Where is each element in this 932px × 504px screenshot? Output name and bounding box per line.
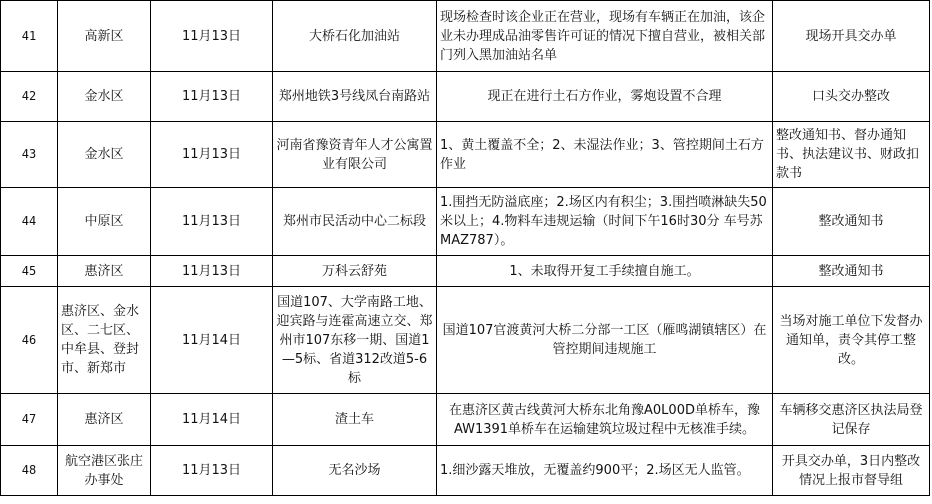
site-cell: 渣土车 xyxy=(273,394,437,446)
problem-cell: 现场检查时该企业正在营业，现场有车辆正在加油，该企业未办理成品油零售许可证的情况下擅自营业，被相关部门列入黑加油站名单 xyxy=(437,1,773,72)
district-cell: 金水区 xyxy=(58,122,151,188)
district-cell: 航空港区张庄办事处 xyxy=(58,446,151,496)
district-cell: 惠济区、金水区、二七区、中牟县、登封市、新郑市 xyxy=(58,287,151,394)
district-cell: 中原区 xyxy=(58,188,151,256)
problem-cell: 1.围挡无防溢底座；2.场区内有积尘；3.围挡喷淋缺失50米以上；4.物料车违规运输（时间下午16时30分 车号苏MAZ787）。 xyxy=(437,188,773,256)
problem-cell: 在惠济区黄古线黄河大桥东北角豫A0L00D单桥车，豫AW1391单桥车在运输建筑垃圾过程中无核准手续。 xyxy=(437,394,773,446)
site-cell: 郑州地铁3号线凤台南路站 xyxy=(273,72,437,122)
district-cell: 高新区 xyxy=(58,1,151,72)
row-number: 44 xyxy=(1,188,58,256)
table-row xyxy=(1,446,930,496)
problem-cell: 现正在进行土石方作业，雾炮设置不合理 xyxy=(437,72,773,122)
date-cell: 11月13日 xyxy=(151,122,273,188)
row-number: 45 xyxy=(1,256,58,287)
row-number: 41 xyxy=(1,1,58,72)
date-cell: 11月13日 xyxy=(151,446,273,496)
action-cell: 口头交办整改 xyxy=(773,72,930,122)
problem-cell: 1、黄土覆盖不全；2、未湿法作业；3、管控期间土石方作业 xyxy=(437,122,773,188)
row-number: 47 xyxy=(1,394,58,446)
site-cell: 郑州市民活动中心二标段 xyxy=(273,188,437,256)
table-row xyxy=(1,188,930,256)
problem-cell: 1.细沙露天堆放，无覆盖约900平；2.场区无人监管。 xyxy=(437,446,773,496)
action-cell: 车辆移交惠济区执法局登记保存 xyxy=(773,394,930,446)
action-cell: 整改通知书 xyxy=(773,256,930,287)
action-cell: 当场对施工单位下发督办通知单，责令其停工整改。 xyxy=(773,287,930,394)
table-row xyxy=(1,122,930,188)
date-cell: 11月14日 xyxy=(151,394,273,446)
table-row xyxy=(1,1,930,72)
action-cell: 现场开具交办单 xyxy=(773,1,930,72)
table-row xyxy=(1,256,930,287)
district-cell: 金水区 xyxy=(58,72,151,122)
date-cell: 11月13日 xyxy=(151,256,273,287)
action-cell: 开具交办单，3日内整改情况上报市督导组 xyxy=(773,446,930,496)
site-cell: 万科云舒苑 xyxy=(273,256,437,287)
district-cell: 惠济区 xyxy=(58,394,151,446)
site-cell: 无名沙场 xyxy=(273,446,437,496)
site-cell: 河南省豫资青年人才公寓置业有限公司 xyxy=(273,122,437,188)
row-number: 43 xyxy=(1,122,58,188)
date-cell: 11月13日 xyxy=(151,72,273,122)
row-number: 46 xyxy=(1,287,58,394)
date-cell: 11月14日 xyxy=(151,287,273,394)
site-cell: 国道107、大学南路工地、迎宾路与连霍高速立交、郑州市107东移一期、国道1—5标、省道312改道5-6标 xyxy=(273,287,437,394)
action-cell: 整改通知书 xyxy=(773,188,930,256)
action-cell: 整改通知书、督办通知书、执法建议书、财政扣款书 xyxy=(773,122,930,188)
table-row xyxy=(1,394,930,446)
date-cell: 11月13日 xyxy=(151,1,273,72)
table-row xyxy=(1,287,930,394)
date-cell: 11月13日 xyxy=(151,188,273,256)
district-cell: 惠济区 xyxy=(58,256,151,287)
row-number: 42 xyxy=(1,72,58,122)
site-cell: 大桥石化加油站 xyxy=(273,1,437,72)
problem-cell: 1、未取得开复工手续擅自施工。 xyxy=(437,256,773,287)
problem-cell: 国道107官渡黄河大桥二分部一工区（雁鸣湖镇辖区）在管控期间违规施工 xyxy=(437,287,773,394)
table-row xyxy=(1,72,930,122)
row-number: 48 xyxy=(1,446,58,496)
